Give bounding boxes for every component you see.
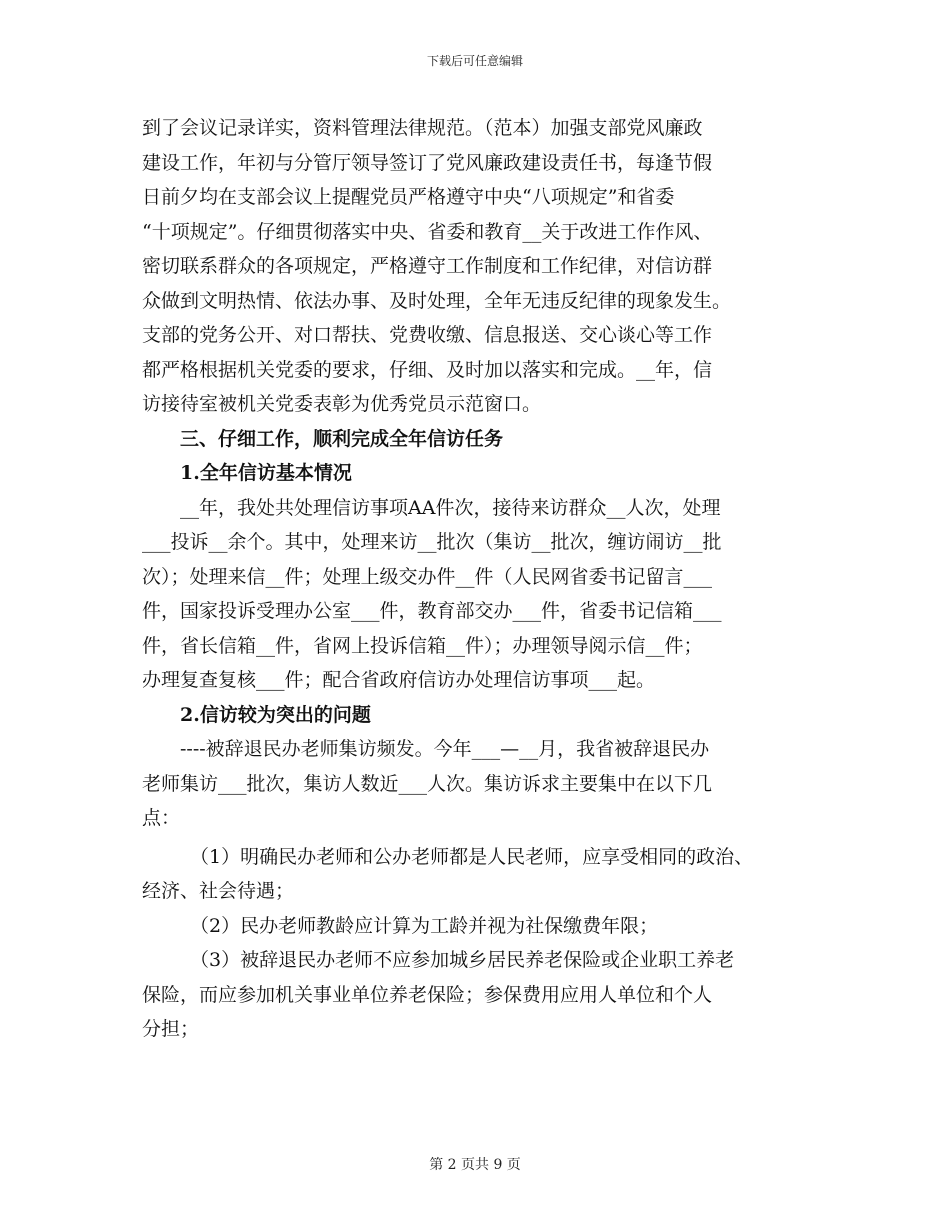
document-body [142, 111, 822, 1047]
text-line: （1）明确民办老师和公办老师都是人民老师，应享受相同的政治、 [190, 845, 754, 868]
text-line: ___投诉__余个。其中，处理来访__批次（集访__批次，缠访闹访__批 [142, 531, 722, 553]
text-line: 支部的党务公开、对口帮扶、党费收缴、信息报送、交心谈心等工作 [142, 324, 713, 346]
subheading-1: 1.全年信访基本情况 [180, 462, 352, 484]
text-line: （3）被辞退民办老师不应参加城乡居民养老保险或企业职工养老 [190, 949, 735, 971]
text-line: 保险，而应参加机关事业单位养老保险；参保费用应用人单位和个人 [142, 983, 713, 1006]
text-line: 件，省长信箱__件，省网上投诉信箱__件）；办理领导阅示信__件； [142, 634, 703, 657]
text-line: 建设工作，年初与分管厅领导签订了党风廉政建设责任书，每逢节假 [142, 151, 713, 174]
paragraph-petition-stats [142, 491, 822, 698]
text-line: 经济、社会待遇； [142, 880, 295, 902]
text-line: “十项规定”。仔细贯彻落实中央、省委和教育__关于改进工作作风、 [142, 220, 713, 243]
text-line: 分担； [142, 1018, 200, 1040]
text-line: 众做到文明热情、依法办事、及时处理，全年无违反纪律的现象发生。 [142, 289, 732, 312]
subheading-2: 2.信访较为突出的问题 [180, 703, 371, 726]
text-line: ----被辞退民办老师集访频发。今年___—__月，我省被辞退民办 [180, 738, 710, 760]
text-line: 次）；处理来信__件；处理上级交办件__件（人民网省委书记留言___ [142, 565, 713, 588]
list-item-2 [142, 909, 822, 944]
page-header: 下载后可任意编辑 [426, 54, 523, 68]
paragraph-prominent-issues [142, 732, 822, 836]
paragraph-party-building [142, 111, 822, 422]
text-line: 点： [142, 807, 181, 829]
text-line: 办理复查复核___件；配合省政府信访办处理信访事项___起。 [142, 669, 656, 691]
text-line: （2）民办老师教龄应计算为工龄并视为社保缴费年限； [190, 914, 659, 937]
text-line: 老师集访___批次，集访人数近___人次。集访诉求主要集中在以下几 [142, 772, 713, 795]
text-line: 件，国家投诉受理办公室___件，教育部交办___件，省委书记信箱___ [142, 600, 722, 622]
text-line: 密切联系群众的各项规定，严格遵守工作制度和工作纪律，对信访群 [142, 255, 713, 277]
list-item-1 [142, 840, 822, 909]
text-line: 到了会议记录详实，资料管理法律规范。（范本）加强支部党风廉政 [142, 117, 703, 139]
text-line: 访接待室被机关党委表彰为优秀党员示范窗口。 [142, 393, 542, 415]
section-heading-3: 三、仔细工作，顺利完成全年信访任务 [180, 427, 504, 450]
list-item-3 [142, 943, 822, 1047]
text-line: __年，我处共处理信访事项AA件次，接待来访群众__人次，处理 [180, 496, 721, 519]
page-footer: 第 2 页共 9 页 [429, 1157, 521, 1173]
text-line: 都严格根据机关党委的要求，仔细、及时加以落实和完成。__年，信 [142, 358, 713, 381]
text-line: 日前夕均在支部会议上提醒党员严格遵守中央“八项规定”和省委 [142, 186, 675, 208]
